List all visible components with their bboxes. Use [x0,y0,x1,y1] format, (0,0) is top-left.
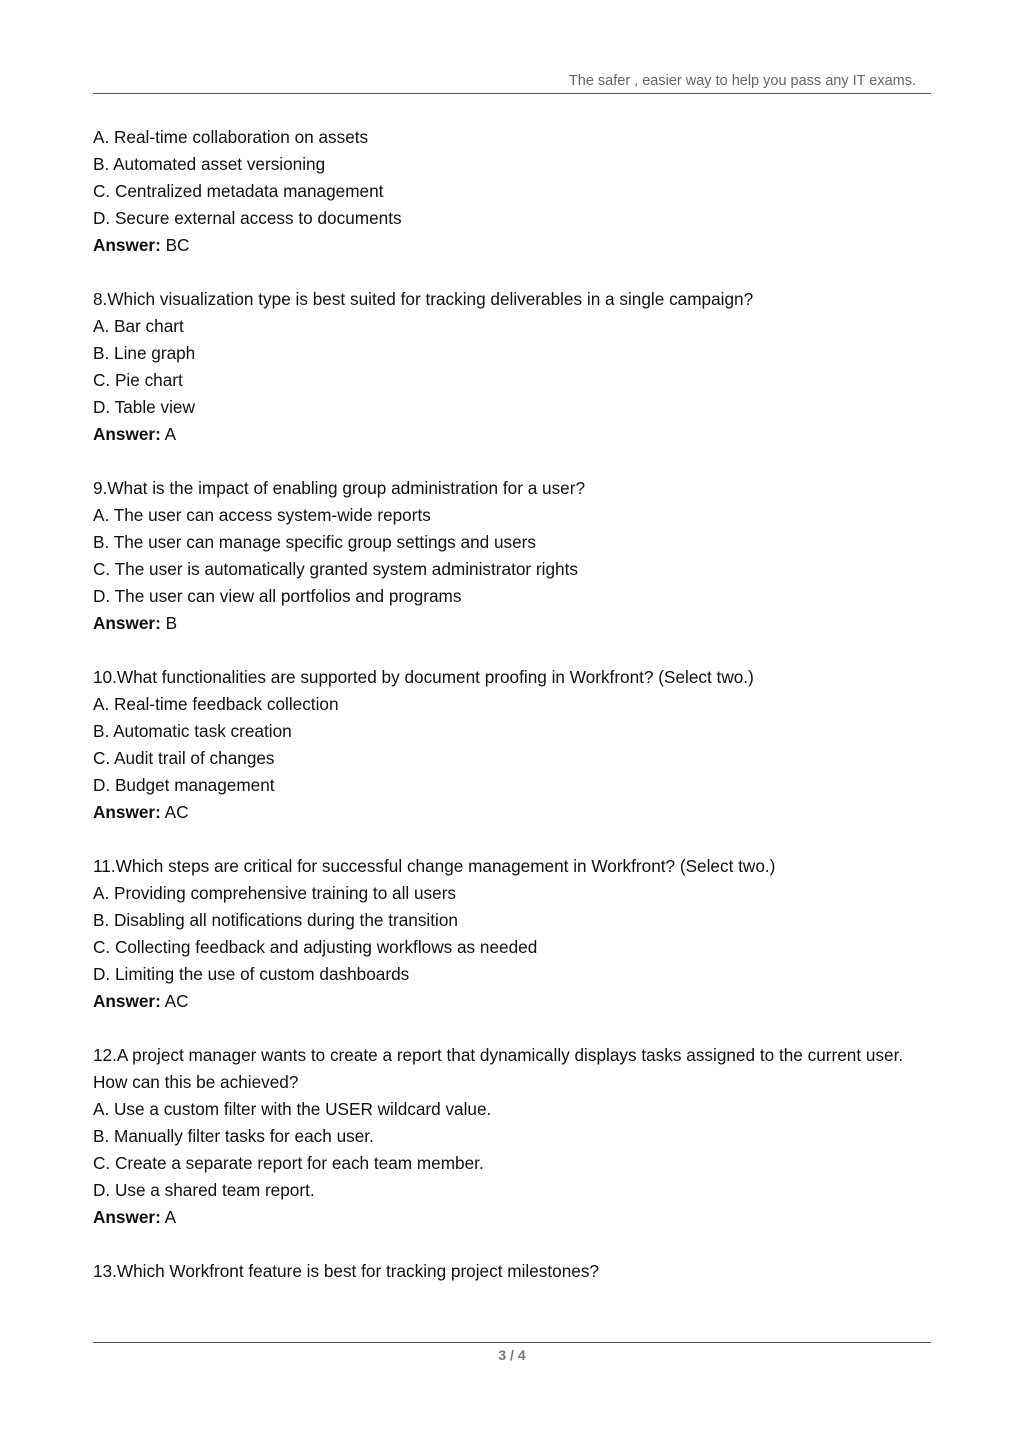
question-13 [93,1258,928,1285]
spacer [93,259,928,286]
question-text: 9.What is the impact of enabling group administration for a user? [93,478,586,498]
option-c: C. Pie chart [93,370,183,390]
answer-value: B [160,613,178,633]
option-d: D. Use a shared team report. [93,1180,315,1200]
option-d: D. The user can view all portfolios and programs [93,586,462,606]
answer-value: AC [160,802,189,822]
header-tagline: The safer , easier way to help you pass any IT exams. [568,73,916,89]
spacer [93,1231,928,1258]
footer-divider [93,1342,931,1343]
answer-value: BC [160,235,190,255]
answer-label: Answer: [93,613,161,633]
question-text: 8.Which visualization type is best suited for tracking deliverables in a single campaign? [93,289,754,309]
option-a: A. The user can access system-wide reports [93,505,431,525]
option-d: D. Budget management [93,775,275,795]
answer-line [93,988,928,1015]
answer-label: Answer: [93,424,161,444]
option-b: B. Automated asset versioning [93,154,326,174]
answer-line [93,799,928,826]
option-b: B. Manually filter tasks for each user. [93,1126,374,1146]
option-d: D. Table view [93,397,195,417]
answer-line [93,421,928,448]
answer-line [93,1204,928,1231]
header-divider [93,93,931,94]
option-d: D. Secure external access to documents [93,208,402,228]
question-7-tail [93,124,928,259]
question-text: 10.What functionalities are supported by document proofing in Workfront? (Select two.) [93,667,754,687]
answer-value: AC [160,991,189,1011]
answer-label: Answer: [93,991,161,1011]
spacer [93,1015,928,1042]
spacer [93,826,928,853]
option-a: A. Bar chart [93,316,184,336]
answer-value: A [160,1207,177,1227]
option-b: B. Line graph [93,343,196,363]
question-9 [93,475,928,637]
question-continuation: How can this be achieved? [93,1072,299,1092]
answer-line [93,610,928,637]
spacer [93,637,928,664]
option-a: A. Real-time feedback collection [93,694,339,714]
option-c: C. Centralized metadata management [93,181,384,201]
answer-label: Answer: [93,235,161,255]
page-content [93,124,928,1285]
option-c: C. The user is automatically granted system administrator rights [93,559,578,579]
option-c: C. Create a separate report for each team member. [93,1153,484,1173]
answer-label: Answer: [93,802,161,822]
option-a: A. Real-time collaboration on assets [93,127,369,147]
question-10 [93,664,928,826]
question-text: 11.Which steps are critical for successful change management in Workfront? (Select two.) [93,856,776,876]
option-d: D. Limiting the use of custom dashboards [93,964,410,984]
option-c: C. Audit trail of changes [93,748,275,768]
answer-line [93,232,928,259]
answer-value: A [160,424,177,444]
option-b: B. The user can manage specific group settings and users [93,532,536,552]
option-c: C. Collecting feedback and adjusting workflows as needed [93,937,538,957]
option-b: B. Disabling all notifications during the transition [93,910,458,930]
page-number: 3 / 4 [498,1347,526,1363]
answer-label: Answer: [93,1207,161,1227]
question-12 [93,1042,928,1231]
question-text: 13.Which Workfront feature is best for tracking project milestones? [93,1261,599,1281]
option-a: A. Providing comprehensive training to all users [93,883,457,903]
question-11 [93,853,928,1015]
question-text: 12.A project manager wants to create a report that dynamically displays tasks assigned to the current user. [93,1045,904,1065]
spacer [93,448,928,475]
option-b: B. Automatic task creation [93,721,292,741]
option-a: A. Use a custom filter with the USER wildcard value. [93,1099,492,1119]
question-8 [93,286,928,448]
